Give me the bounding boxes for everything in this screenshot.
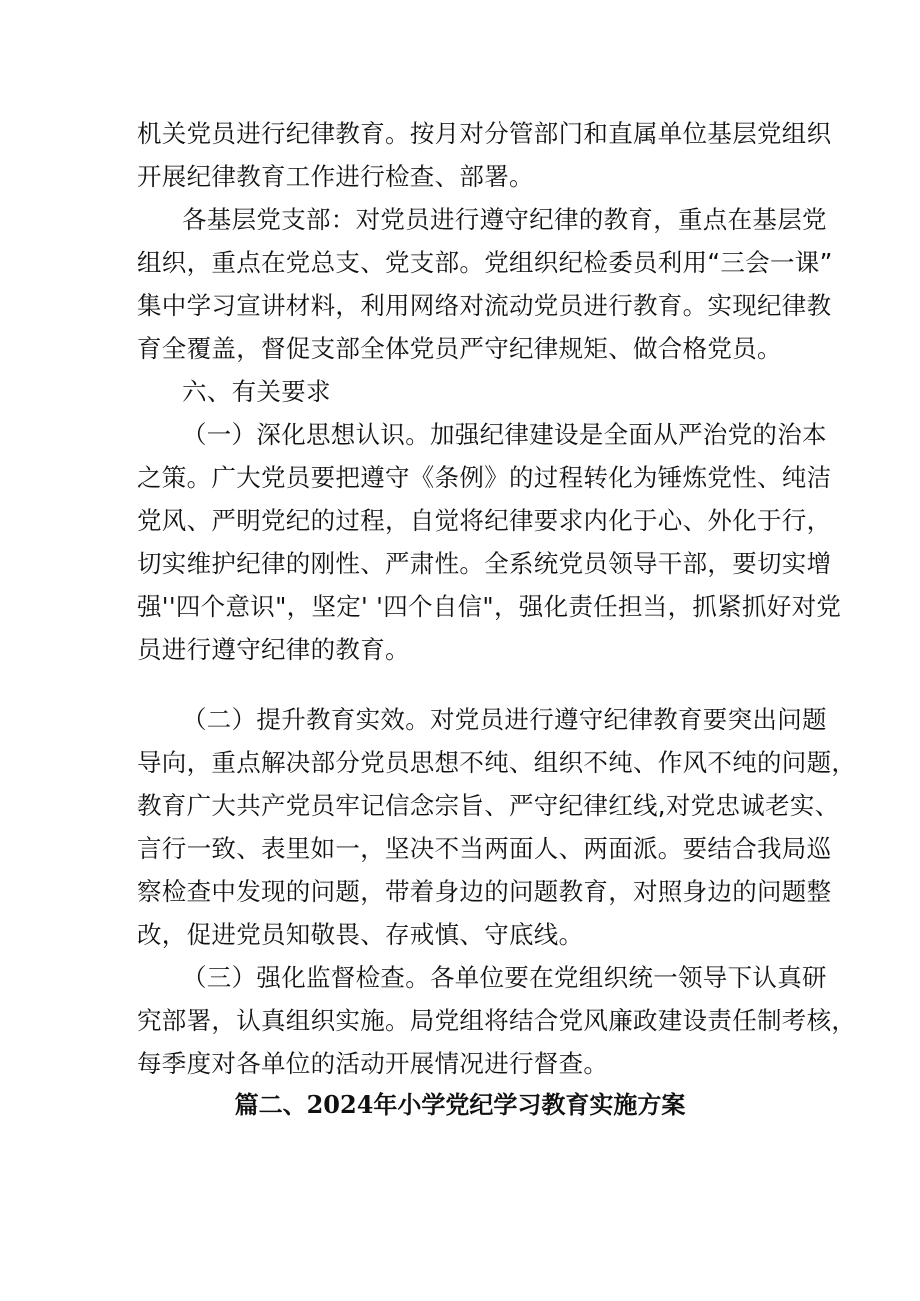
- paragraph-line: （二）提升教育实效。对党员进行遵守纪律教育要突出问题: [182, 705, 827, 734]
- paragraph-line: 导向，重点解决部分党员思想不纯、组织不纯、作风不纯的问题，: [137, 748, 857, 777]
- paragraph-line: 育全覆盖，督促支部全体党员严守纪律规矩、做合格党员。: [137, 334, 782, 363]
- paragraph-line: （一）深化思想认识。加强纪律建设是全面从严治党的治本: [182, 420, 827, 449]
- paragraph-line: 党风、严明党纪的过程，自觉将纪律要求内化于心、外化于行，: [137, 506, 832, 535]
- paragraph-line: 察检查中发现的问题，带着身边的问题教育，对照身边的问题整: [137, 877, 832, 906]
- section-title: 六、有关要求: [182, 377, 331, 406]
- paragraph-line: 各基层党支部：对党员进行遵守纪律的教育，重点在基层党: [182, 205, 827, 234]
- paragraph-line: 切实维护纪律的刚性、严肃性。全系统党员领导干部，要切实增: [137, 549, 832, 578]
- paragraph-line: 集中学习宣讲材料，利用网络对流动党员进行教育。实现纪律教: [137, 291, 832, 320]
- paragraph-line: 员进行遵守纪律的教育。: [137, 635, 410, 664]
- paragraph-line: （三）强化监督检查。各单位要在党组织统一领导下认真研: [182, 963, 827, 992]
- paragraph-line: 开展纪律教育工作进行检查、部署。: [137, 162, 534, 191]
- paragraph-line: 言行一致、表里如一，坚决不当两面人、两面派。要结合我局巡: [137, 834, 832, 863]
- paragraph-line: 组织，重点在党总支、党支部。党组织纪检委员利用“三会一课”: [137, 248, 833, 277]
- section-heading: 篇二、2024年小学党纪学习教育实施方案: [234, 1090, 686, 1119]
- paragraph-line: 教育广大共产党员牢记信念宗旨、严守纪律红线,对党忠诚老实、: [137, 791, 840, 820]
- paragraph-line: 强''四个意识"，坚定' '四个自信"，强化责任担当，抓紧抓好对党: [137, 592, 842, 621]
- paragraph-line: 改，促进党员知敬畏、存戒慎、守底线。: [137, 920, 584, 949]
- paragraph-line: 之策。广大党员要把遵守《条例》的过程转化为锤炼党性、纯洁: [137, 463, 832, 492]
- paragraph-line: 每季度对各单位的活动开展情况进行督查。: [137, 1049, 609, 1078]
- paragraph-line: 究部署，认真组织实施。局党组将结合党风廉政建设责任制考核，: [137, 1006, 857, 1035]
- paragraph-line: 机关党员进行纪律教育。按月对分管部门和直属单位基层党组织: [137, 119, 832, 148]
